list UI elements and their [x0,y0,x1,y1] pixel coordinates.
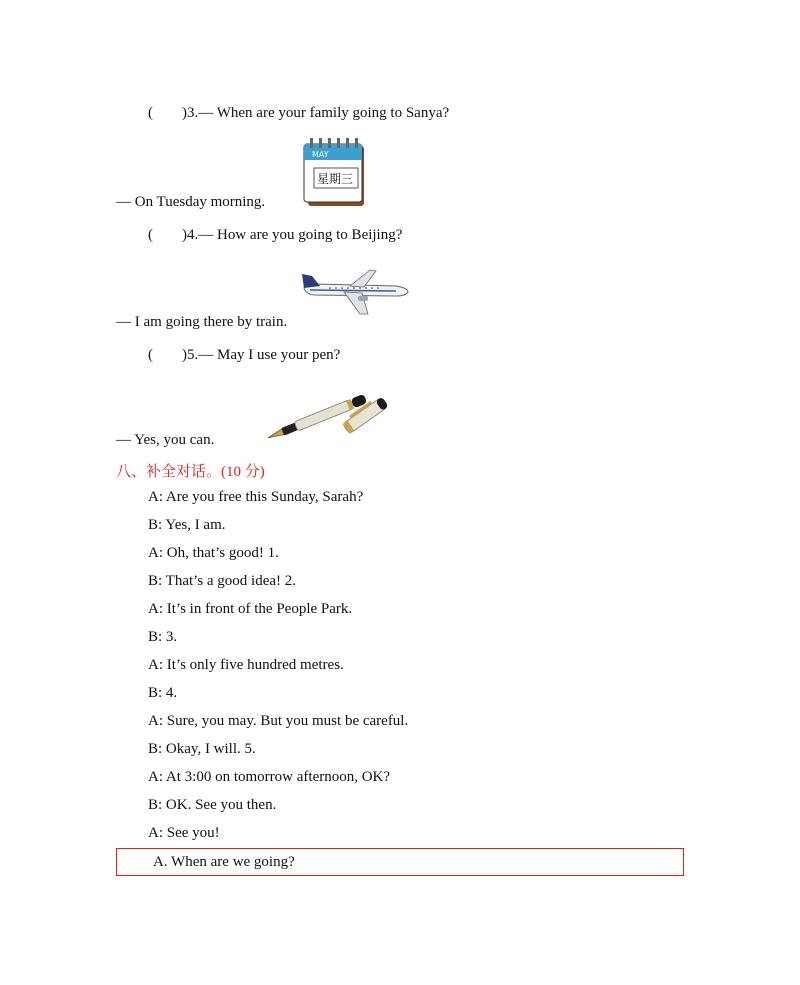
dialogue-line: A: At 3:00 on tomorrow afternoon, OK? [148,769,391,785]
dialogue-line: B: 3. [148,629,178,645]
dialogue-line: A: See you! [148,825,220,841]
dialogue-line: B: Yes, I am. [148,517,226,533]
fountain-pen-icon [260,376,394,444]
options-box [116,848,684,876]
paren-open: ( [148,105,153,121]
question-text: — When are your family going to Sanya? [198,105,450,121]
question-5 [148,347,153,364]
question-number: 4. [187,227,199,243]
section-8-title: 八、补全对话。 [116,462,222,480]
question-4-text [182,227,402,244]
dialogue-line: B: OK. See you then. [148,797,277,813]
dialogue-line: A: Are you free this Sunday, Sarah? [148,489,364,505]
question-3-text [182,105,449,122]
calendar-icon [302,138,370,208]
dialogue-line: B: 4. [148,685,178,701]
question-number: 5. [187,347,199,363]
answer-4: — I am going there by train. [116,314,288,330]
dialogue-line: B: That’s a good idea! 2. [148,573,297,589]
answer-5: — Yes, you can. [116,432,215,448]
dialogue-line: A: Oh, that’s good! 1. [148,545,279,561]
section-8-score: (10 分) [221,464,265,480]
paren-close: ) [182,105,187,121]
question-4 [148,227,153,244]
paren-close: ) [182,347,187,363]
dialogue-line: B: Okay, I will. 5. [148,741,256,757]
dialogue-line: A: Sure, you may. But you must be careful. [148,713,409,729]
question-3 [148,105,153,122]
paren-open: ( [148,227,153,243]
dialogue-line: A: It’s only five hundred metres. [148,657,344,673]
option-a: A. When are we going? [153,854,295,870]
paren-open: ( [148,347,153,363]
question-number: 3. [187,105,199,121]
calendar-day: 星期三 [317,172,354,186]
calendar-month: MAY [312,150,329,159]
question-text: — How are you going to Beijing? [198,227,403,243]
paren-close: ) [182,227,187,243]
dialogue-line: A: It’s in front of the People Park. [148,601,353,617]
section-8-heading [116,460,265,481]
airplane-icon [300,268,412,316]
answer-3: — On Tuesday morning. [116,194,266,210]
question-text: — May I use your pen? [198,347,341,363]
question-5-text [182,347,340,364]
